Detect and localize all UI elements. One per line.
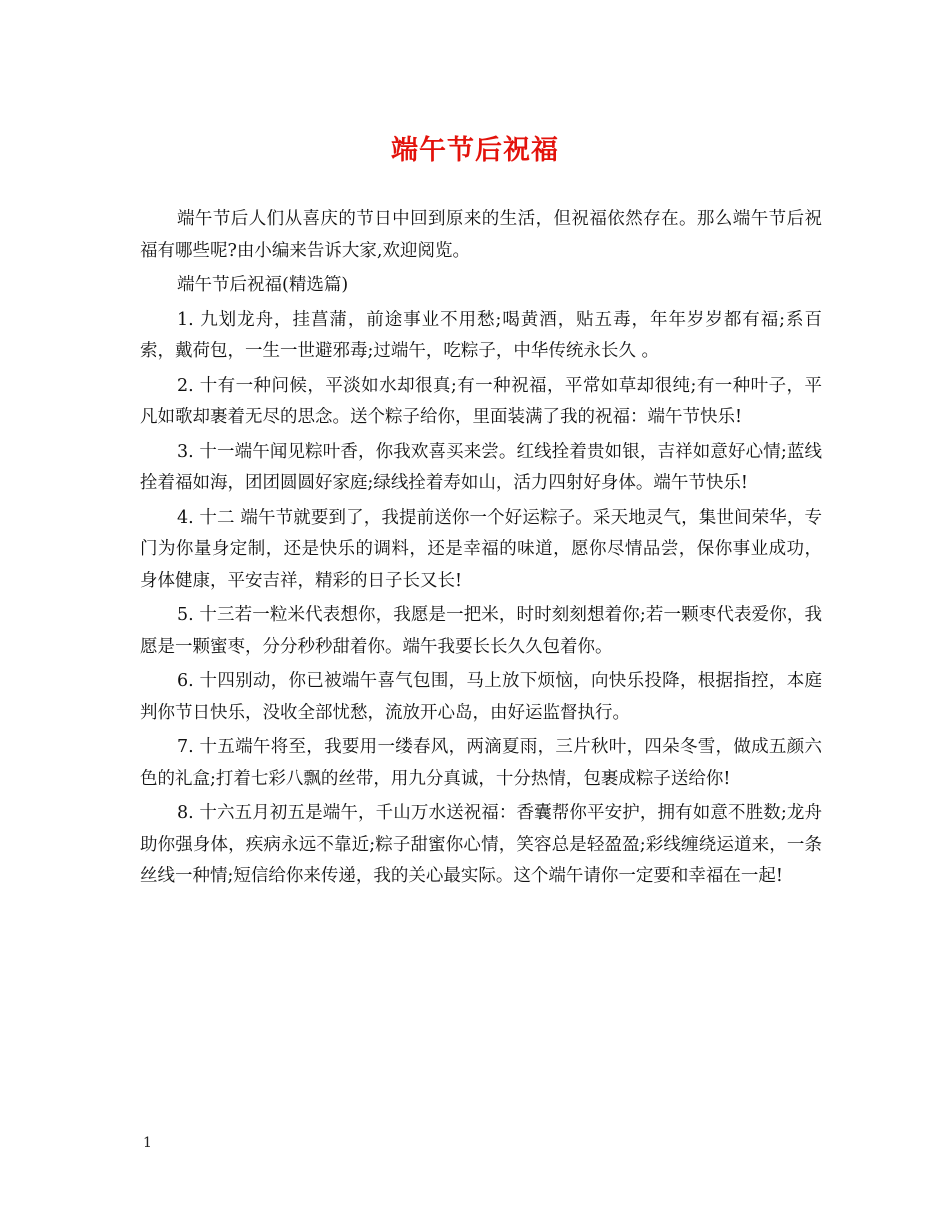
page-number: 1 [143,1135,152,1151]
document-title: 端午节后祝福 [391,135,559,166]
wish-paragraph-8: 8. 十六五月初五是端午，千山万水送祝福：香囊帮你平安护，拥有如意不胜数;龙舟助你强身体，疾病永远不靠近;粽子甜蜜你心情，笑容总是轻盈盈;彩线缠绕运道来，一条丝线一种情;短信给你来传递，我的关心最实际。这个端午请你一定要和幸福在一起! [140,803,822,886]
wish-paragraph-6: 6. 十四别动，你已被端午喜气包围，马上放下烦恼，向快乐投降，根据指控，本庭判你节日快乐，没收全部忧愁，流放开心岛，由好运监督执行。 [140,671,822,723]
wish-paragraph-1: 1. 九划龙舟，挂菖蒲，前途事业不用愁;喝黄酒，贴五毒，年年岁岁都有福;系百索，戴荷包，一生一世避邪毒;过端午，吃粽子，中华传统永长久 。 [140,309,822,361]
wish-paragraph-3: 3. 十一端午闻见粽叶香，你我欢喜买来尝。红线拴着贵如银，吉祥如意好心情;蓝线拴着福如海，团团圆圆好家庭;绿线拴着寿如山，活力四射好身体。端午节快乐! [140,441,822,493]
wish-paragraph-2: 2. 十有一种问候，平淡如水却很真;有一种祝福，平常如草却很纯;有一种叶子，平凡如歌却裹着无尽的思念。送个粽子给你，里面装满了我的祝福：端午节快乐! [140,375,822,427]
wish-paragraph-4: 4. 十二 端午节就要到了，我提前送你一个好运粽子。采天地灵气，集世间荣华，专门为你量身定制，还是快乐的调料，还是幸福的味道，愿你尽情品尝，保你事业成功，身体健康，平安吉祥，精彩的日子长又长! [140,507,822,591]
intro-paragraph: 端午节后人们从喜庆的节日中回到原来的生活，但祝福依然存在。那么端午节后祝福有哪些呢?由小编来告诉大家,欢迎阅览。 [140,209,822,261]
document-body [140,204,822,896]
section-heading: 端午节后祝福(精选篇) [177,275,349,295]
wish-paragraph-7: 7. 十五端午将至，我要用一缕春风，两滴夏雨，三片秋叶，四朵冬雪，做成五颜六色的礼盒;打着七彩八飘的丝带，用九分真诚，十分热情，包裹成粽子送给你! [140,737,822,789]
wish-paragraph-5: 5. 十三若一粒米代表想你，我愿是一把米，时时刻刻想着你;若一颗枣代表爱你，我愿是一颗蜜枣，分分秒秒甜着你。端午我要长长久久包着你。 [140,605,822,657]
